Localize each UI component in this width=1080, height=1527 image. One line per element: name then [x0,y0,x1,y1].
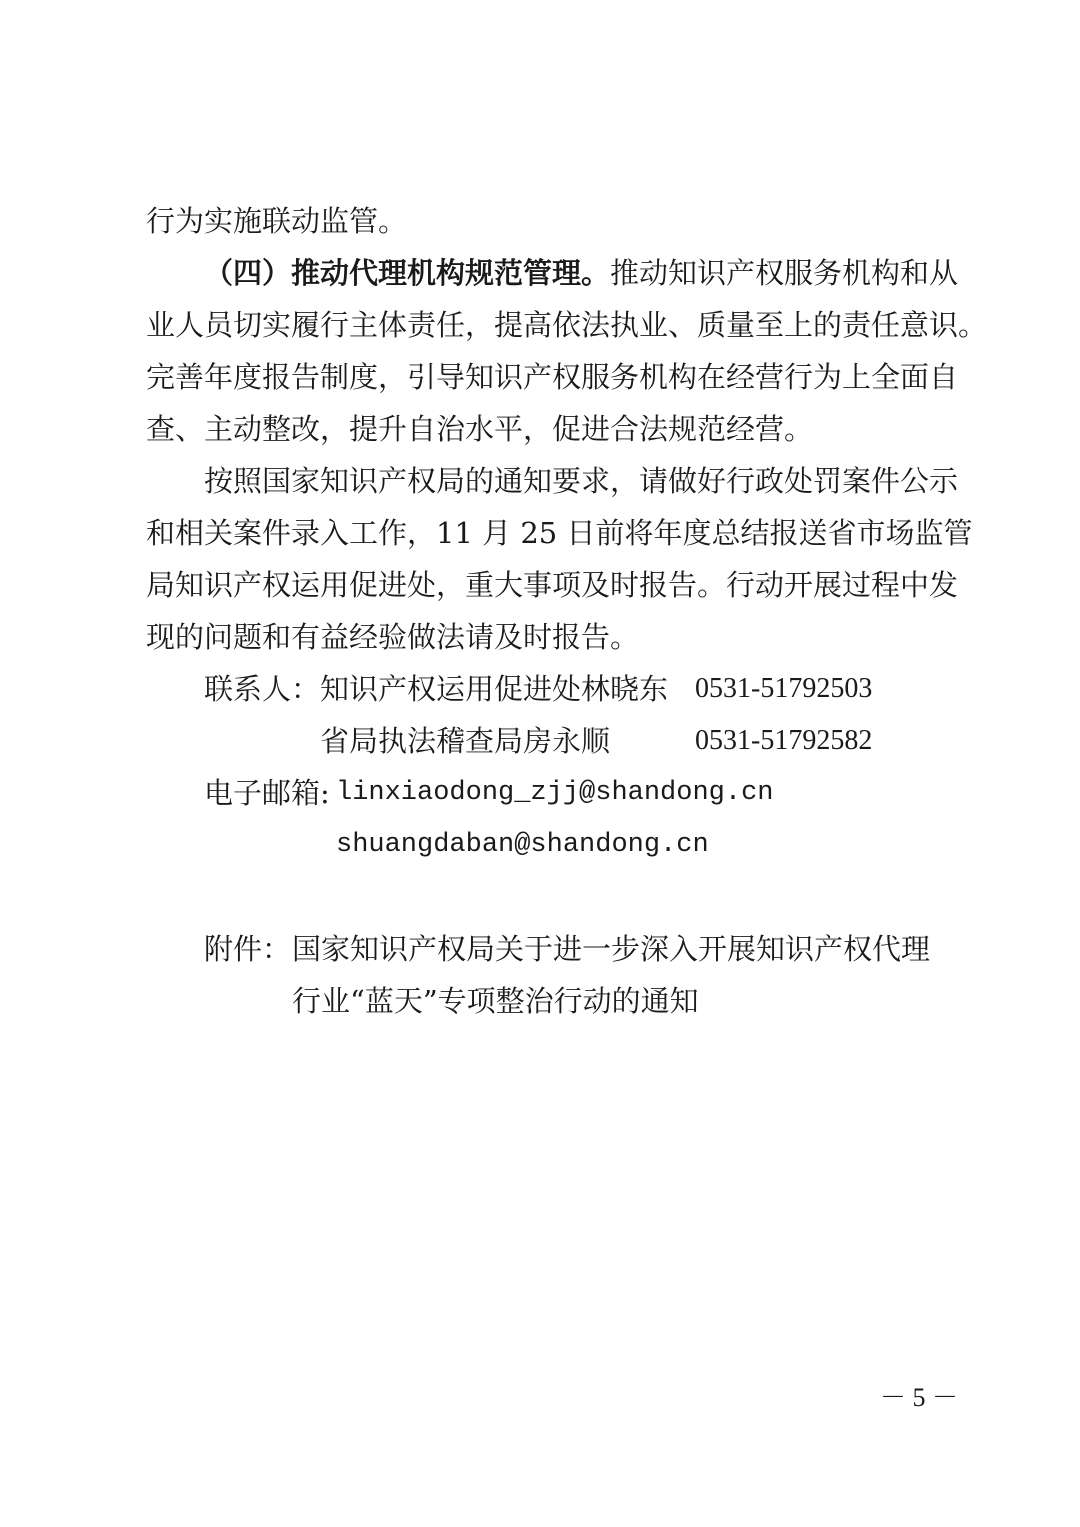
contact-2-name: 省局执法稽查局房永顺 [320,724,611,758]
attachment-line-2: 行业“蓝天”专项整治行动的通知 [292,984,699,1018]
section-4-heading: （四）推动代理机构规范管理。 [204,256,611,290]
section-4-line-2: 业人员切实履行主体责任，提高依法执业、质量至上的责任意识。 [146,308,988,342]
section-4-line-4: 查、主动整改，提升自治水平，促进合法规范经营。 [146,412,814,446]
paragraph-continuation: 行为实施联动监管。 [146,204,408,238]
notice-line-4: 现的问题和有益经验做法请及时报告。 [146,620,640,654]
email-address-2: shuangdaban@shandong.cn [336,830,709,860]
attachment-line-1: 国家知识产权局关于进一步深入开展知识产权代理 [292,932,931,966]
notice-line-1: 按照国家知识产权局的通知要求，请做好行政处罚案件公示 [204,464,959,498]
section-4-line-3: 完善年度报告制度，引导知识产权服务机构在经营行为上全面自 [146,360,959,394]
notice-line-3: 局知识产权运用促进处，重大事项及时报告。行动开展过程中发 [146,568,959,602]
contact-1-phone: 0531-51792503 [695,673,873,704]
contacts-label: 联系人： [204,672,321,706]
email-label: 电子邮箱: [204,776,330,810]
contact-1-name: 知识产权运用促进处林晓东 [320,672,669,706]
attachment-label: 附件： [204,932,292,966]
notice-line-2: 和相关案件录入工作，11 月 25 日前将年度总结报送省市场监管 [146,516,973,550]
page-number: － 5 － [880,1383,959,1412]
contact-2-phone: 0531-51792582 [695,725,873,756]
section-4-first-line [146,253,959,293]
section-4-line-1-text: 推动知识产权服务机构和从 [610,256,959,290]
email-address-1: linxiaodong_zjj@shandong.cn [336,778,774,808]
